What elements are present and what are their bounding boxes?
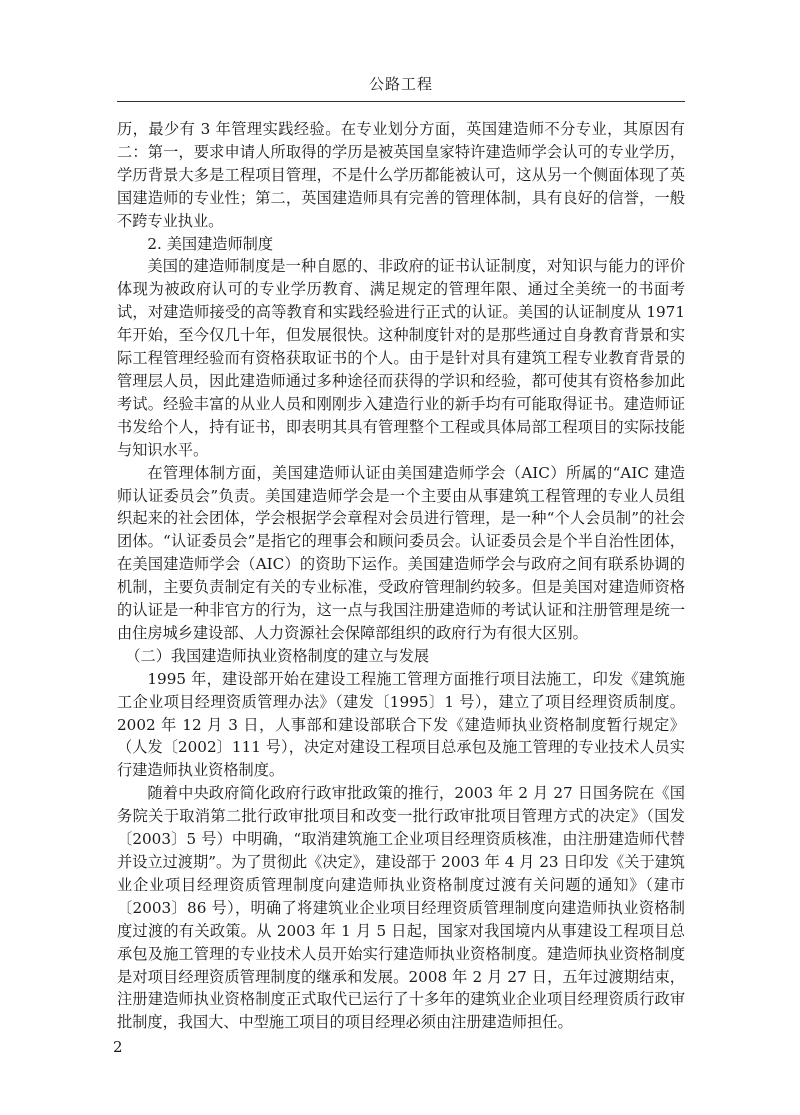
paragraph: 1995 年，建设部开始在建设工程施工管理方面推行项目法施工，印发《建筑施工企业项目经理资质管理办法》（建发〔1995〕1 号），建立了项目经理资质制度。2002 年 12 月 3 日，人事部和建设部联合下发《建造师执业资格制度暂行规定》（人发〔2002〕111 号），决定对建设工程项目总承包及施工管理的专业技术人员实行建造师执业资格制度。 bbox=[117, 669, 685, 780]
body-text bbox=[117, 118, 685, 1034]
paragraph: 美国的建造师制度是一种自愿的、非政府的证书认证制度，对知识与能力的评价体现为被政府认可的专业学历教育、满足规定的管理年限、通过全美统一的书面考试，对建造师接受的高等教育和实践经验进行正式的认证。美国的认证制度从 1971 年开始，至今仅几十年，但发展很快。这种制度针对的是那些通过自身教育背景和实际工程管理经验而有资格获取证书的个人。由于是针对具有建筑工程专业教育背景的管理层人员，因此建造师通过多种途径而获得的学识和经验，都可使其有资格参加此考试。经验丰富的从业人员和刚刚步入建造行业的新手均有可能取得证书。建造师证书发给个人，持有证书，即表明其具有管理整个工程或具体局部工程项目的实际技能与知识水平。 bbox=[117, 257, 685, 459]
page-number: 2 bbox=[113, 1038, 123, 1056]
section-heading: （二）我国建造师执业资格制度的建立与发展 bbox=[125, 646, 430, 665]
running-header: 公路工程 bbox=[368, 75, 433, 93]
header-divider bbox=[117, 101, 685, 102]
paragraph: 随着中央政府简化政府行政审批政策的推行，2003 年 2 月 27 日国务院在《国务院关于取消第二批行政审批项目和改变一批行政审批项目管理方式的决定》（国发〔2003〕5 号）中明确，“取消建筑施工企业项目经理资质核准，由注册建造师代替并设立过渡期”。为了贯彻此《决定》，建设部于 2003 年 4 月 23 日印发《关于建筑业企业项目经理资质管理制度向建造师执业资格制度过渡有关问题的通知》（建市〔2003〕86 号），明确了将建筑业企业项目经理资质管理制度向建造师执业资格制度过渡的有关政策。从 2003 年 1 月 5 日起，国家对我国境内从事建设工程项目总承包及施工管理的专业技术人员开始实行建造师执业资格制度。建造师执业资格制度是对项目经理资质管理制度的继承和发展。2008 年 2 月 27 日，五年过渡期结束，注册建造师执业资格制度正式取代已运行了十多年的建筑业企业项目经理资质行政审批制度，我国大、中型施工项目的项目经理必须由注册建造师担任。 bbox=[117, 784, 685, 1032]
paragraph-continuation: 历，最少有 3 年管理实践经验。在专业划分方面，英国建造师不分专业，其原因有二：第一，要求申请人所取得的学历是被英国皇家特许建造师学会认可的专业学历，学历背景大多是工程项目管理，不是什么学历都能被认可，这从另一个侧面体现了英国建造师的专业性；第二，英国建造师具有完善的管理体制，具有良好的信誉，一般不跨专业执业。 bbox=[117, 120, 685, 230]
paragraph: 在管理体制方面，美国建造师认证由美国建造师学会（AIC）所属的“AIC 建造师认证委员会”负责。美国建造师学会是一个主要由从事建筑工程管理的专业人员组织起来的社会团体，学会根据学会章程对会员进行管理，是一种“个人会员制”的社会团体。“认证委员会”是指它的理事会和顾问委员会。认证委员会是个半自治性团体，在美国建造师学会（AIC）的资助下运作。美国建造师学会与政府之间有联系协调的机制，主要负责制定有关的专业标准，受政府管理制约较多。但是美国对建造师资格的认证是一种非官方的行为，这一点与我国注册建造师的考试认证和注册管理是统一由住房城乡建设部、人力资源社会保障部组织的政府行为有很大区别。 bbox=[117, 463, 685, 642]
subsection-heading: 2. 美国建造师制度 bbox=[147, 234, 274, 253]
